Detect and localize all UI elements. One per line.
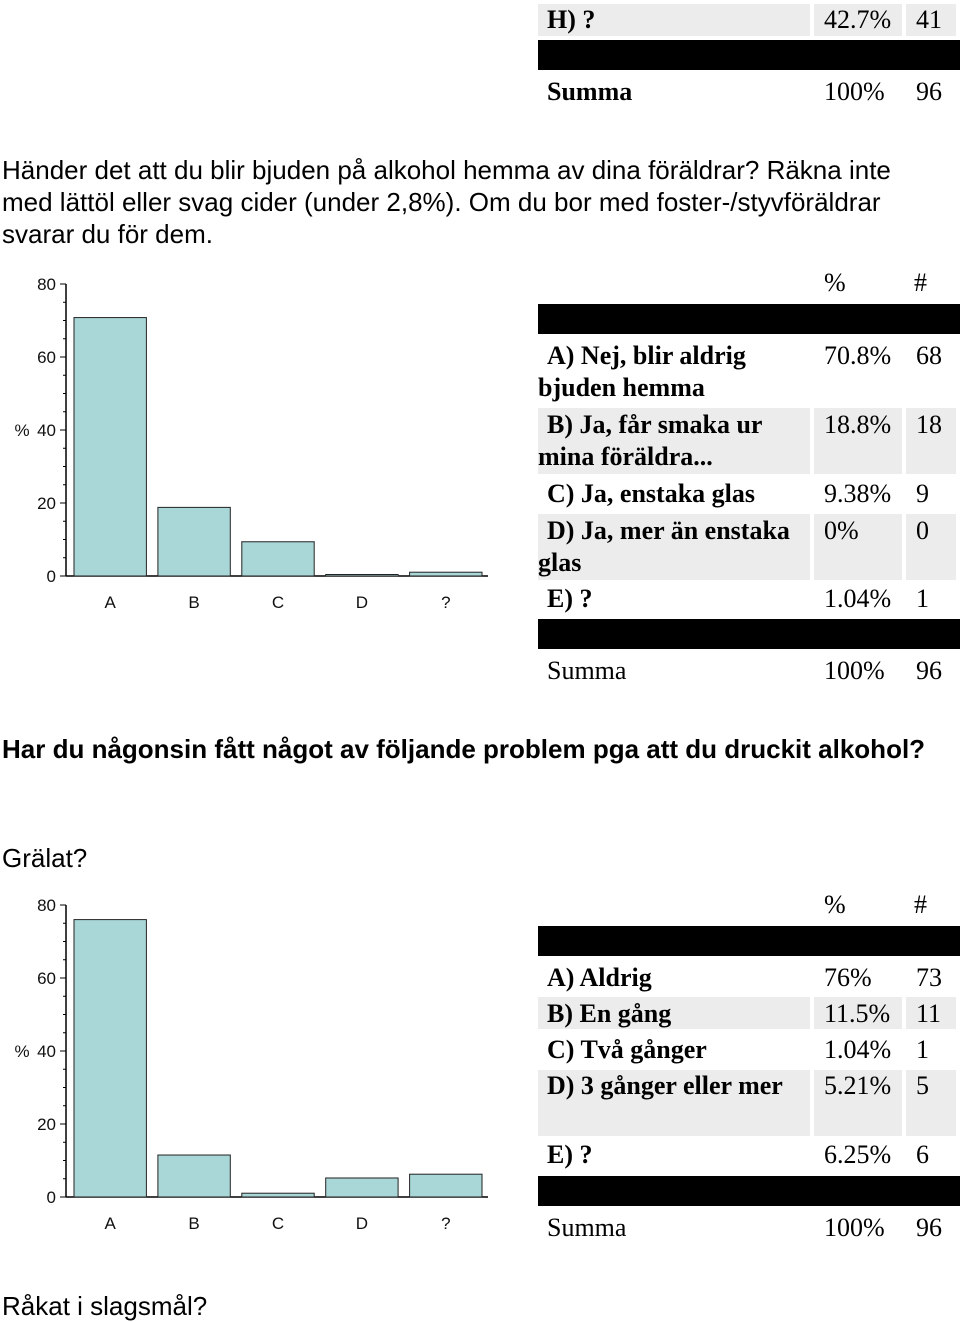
bar-chart	[0, 891, 500, 1241]
subquestion-text: Grälat?	[2, 843, 88, 873]
x-tick-label: ?	[441, 1214, 451, 1233]
row-count: 1	[916, 584, 929, 613]
row-percent: 1.04%	[824, 1035, 892, 1064]
chart-bar	[326, 575, 398, 577]
row-percent: 11.5%	[824, 999, 891, 1028]
row-percent: 1.04%	[824, 584, 892, 613]
chart-bar	[326, 1178, 398, 1197]
table-divider	[538, 619, 960, 649]
row-percent: 42.7%	[824, 5, 892, 34]
x-tick-label: A	[104, 1214, 116, 1233]
y-tick-label: 80	[37, 896, 56, 915]
header-percent: %	[824, 268, 846, 297]
row-count: 6	[916, 1140, 929, 1169]
chart-bar	[74, 318, 146, 576]
row-label: E) ?	[547, 1140, 593, 1169]
row-label: B) Ja, får smaka ur mina föräldra...	[538, 410, 762, 471]
sum-count: 96	[916, 1213, 942, 1242]
x-tick-label: D	[355, 593, 369, 612]
next-question-text: Råkat i slagsmål?	[2, 1291, 208, 1321]
chart-bar	[74, 920, 146, 1197]
chart-bar	[410, 572, 482, 576]
chart-bar	[242, 1193, 314, 1197]
row-percent: 5.21%	[824, 1071, 892, 1100]
x-tick-label: B	[188, 1214, 200, 1233]
y-tick-label: 40	[37, 421, 56, 440]
y-tick-label: 20	[37, 494, 56, 513]
x-tick-label: C	[271, 593, 285, 612]
x-tick-label: C	[271, 1214, 285, 1233]
row-label: D) 3 gånger eller mer	[547, 1071, 783, 1100]
row-count: 68	[916, 341, 942, 370]
sum-label: Summa	[547, 656, 627, 685]
table-divider	[538, 926, 960, 956]
chart-bar	[410, 1174, 482, 1197]
row-label: H) ?	[547, 5, 596, 34]
row-count: 5	[916, 1071, 929, 1100]
row-label: E) ?	[547, 584, 593, 613]
y-tick-label: 20	[37, 1115, 56, 1134]
sum-percent: 100%	[824, 1213, 885, 1242]
y-tick-label: 80	[37, 275, 56, 294]
sum-label: Summa	[547, 77, 633, 106]
header-percent: %	[824, 890, 846, 919]
x-tick-label: B	[188, 593, 200, 612]
row-percent: 9.38%	[824, 479, 892, 508]
sum-count: 96	[916, 77, 942, 106]
y-tick-label: 0	[46, 1188, 56, 1207]
chart-bar	[242, 542, 314, 576]
row-percent: 76%	[824, 963, 872, 992]
x-tick-label: A	[104, 593, 116, 612]
y-axis-label: %	[14, 1042, 30, 1061]
row-percent: 0%	[824, 516, 859, 545]
bar-chart	[0, 270, 500, 620]
row-count: 41	[916, 5, 942, 34]
y-tick-label: 60	[37, 969, 56, 988]
question-text: Händer det att du blir bjuden på alkohol hemma av dina föräldrar? Räkna inte med lättöl eller svag cider (under 2,8%). Om du bor med foster-/styvföräldrar svarar du för dem.	[2, 155, 891, 249]
y-tick-label: 0	[46, 567, 56, 586]
y-tick-label: 60	[37, 348, 56, 367]
chart-bar	[158, 1155, 230, 1197]
row-label: C) Ja, enstaka glas	[547, 479, 756, 508]
table-divider	[538, 1176, 960, 1206]
y-axis-label: %	[14, 421, 30, 440]
row-count: 0	[916, 516, 929, 545]
x-tick-label: D	[355, 1214, 369, 1233]
row-count: 9	[916, 479, 929, 508]
sum-label: Summa	[547, 1213, 627, 1242]
row-percent: 70.8%	[824, 341, 892, 370]
table-divider	[538, 304, 960, 334]
row-percent: 6.25%	[824, 1140, 892, 1169]
sum-count: 96	[916, 656, 942, 685]
chart-bar	[158, 507, 230, 576]
row-label: D) Ja, mer än enstaka glas	[538, 516, 790, 577]
row-label: B) En gång	[547, 999, 672, 1028]
row-count: 18	[916, 410, 942, 439]
row-count: 11	[916, 999, 942, 1028]
question-text: Har du någonsin fått något av följande problem pga att du druckit alkohol?	[2, 734, 926, 764]
sum-percent: 100%	[824, 77, 885, 106]
row-label: A) Nej, blir aldrig bjuden hemma	[538, 341, 746, 402]
x-tick-label: ?	[441, 593, 451, 612]
sum-percent: 100%	[824, 656, 885, 685]
header-count: #	[914, 268, 927, 297]
row-label: A) Aldrig	[547, 963, 652, 992]
y-tick-label: 40	[37, 1042, 56, 1061]
row-count: 73	[916, 963, 942, 992]
header-count: #	[914, 890, 927, 919]
table-divider	[538, 40, 960, 70]
row-count: 1	[916, 1035, 929, 1064]
row-percent: 18.8%	[824, 410, 892, 439]
row-label: C) Två gånger	[547, 1035, 707, 1064]
